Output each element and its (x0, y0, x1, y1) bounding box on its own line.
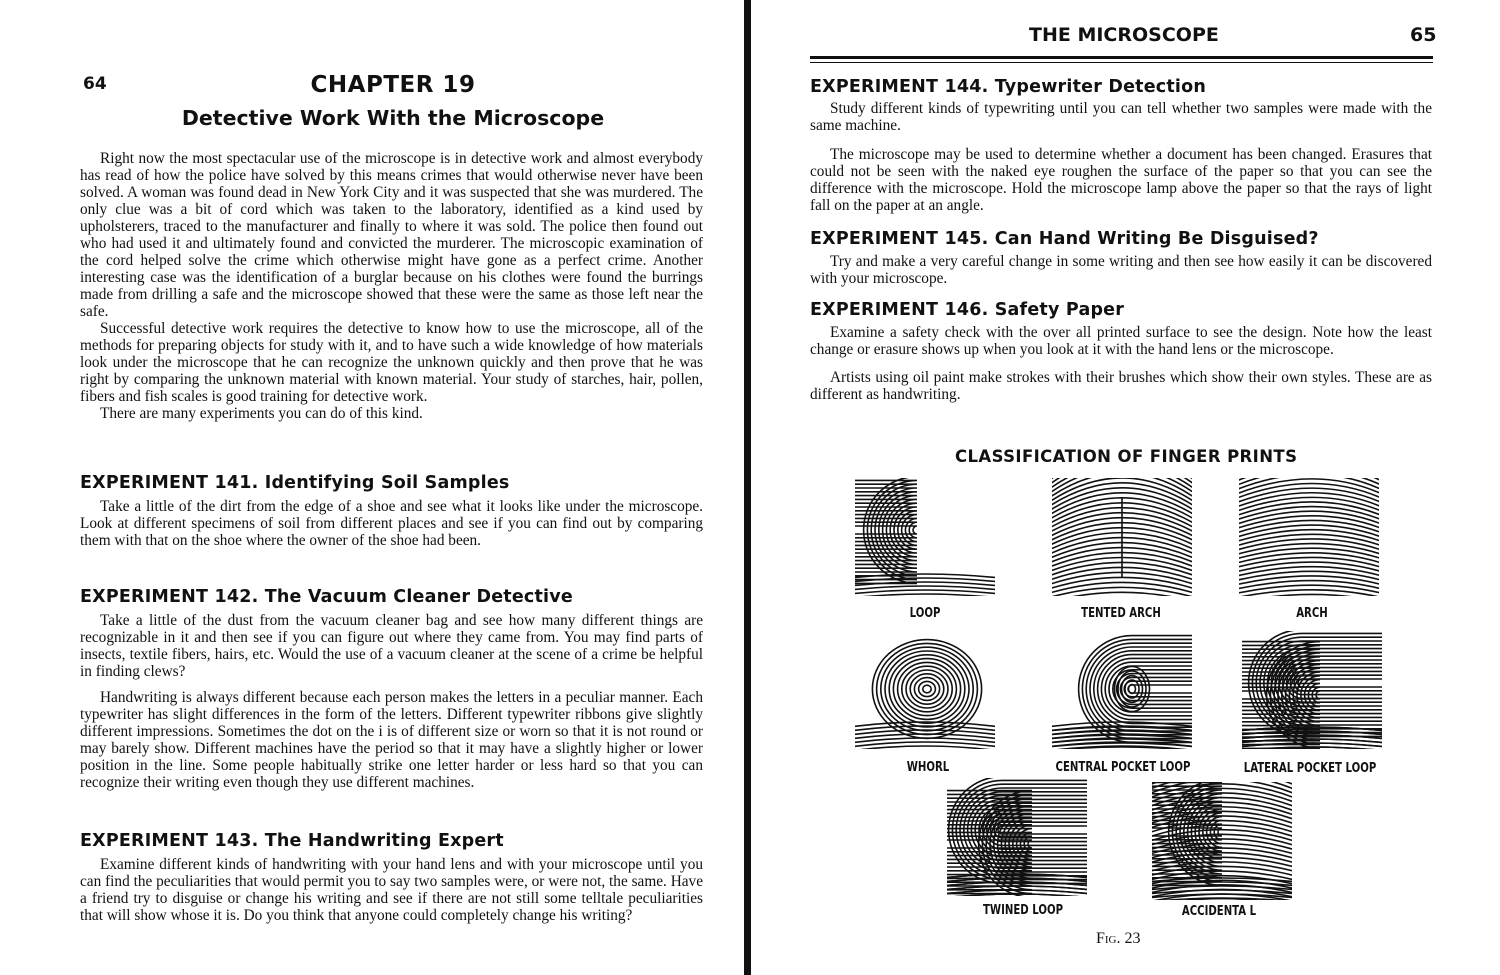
experiment-142 (80, 586, 703, 791)
fingerprint-accidental-image (1152, 782, 1292, 900)
chapter-title: CHAPTER 19 (310, 72, 476, 98)
fingerprint-label: TWINED LOOP (982, 903, 1063, 918)
intro-paragraph: There are many experiments you can do of this kind. (100, 405, 423, 422)
fingerprint-lateral-pocket-loop-image (1242, 631, 1382, 749)
figure-title: CLASSIFICATION OF FINGER PRINTS (955, 447, 1298, 466)
intro-paragraph: Successful detective work requires the detective to know how to use the microscope, all of the methods for preparing objects for study with it, and to have such a wide knowledge of how materials look under the microscope that he can recognize the unknown quickly and then prove that he was right by comparing the unknown material with known material. Your study of starches, hair, pollen, fibers and fish scales is good training for detective work. (80, 320, 703, 405)
running-head: THE MICROSCOPE (1029, 24, 1219, 46)
experiment-143 (80, 830, 703, 924)
fingerprint-arch-image (1239, 478, 1379, 596)
experiment-paragraph: Examine a safety check with the over all printed surface to see the design. Note how the least change or erasure shows up when you look at it with the hand lens or the microscope. (810, 324, 1432, 358)
fingerprint-whorl-image (855, 631, 995, 749)
fingerprint-label: LATERAL POCKET LOOP (1243, 761, 1377, 776)
left-page (0, 0, 745, 975)
experiment-paragraph: Take a little of the dust from the vacuum cleaner bag and see how many different things are recognizable in it and then see if you can figure out where they came from. You may find parts of insects, textile fibers, hairs, etc. Would the use of a vacuum cleaner at the scene of a crime be helpful in finding clews? (80, 612, 703, 680)
experiment-paragraph: Take a little of the dirt from the edge of a shoe and see what it looks like under the microscope. Look at different specimens of soil from different places and see if you can find out by comparing them with that on the shoe where the owner of the shoe had been. (80, 498, 703, 549)
experiment-heading: EXPERIMENT 146. Safety Paper (810, 300, 1125, 320)
figure-caption: Fig. 23 (1096, 930, 1141, 947)
experiment-paragraph: Examine different kinds of handwriting with your hand lens and with your microscope until you can find the peculiarities that would permit you to say two samples were, or were not, the same. Have a friend try to disguise or change his writing and see if there are not still some telltale peculiarities that will show whose it is. Do you think that anyone could completely change his writing? (80, 856, 703, 924)
fingerprint-label: CENTRAL POCKET LOOP (1055, 760, 1191, 775)
fingerprint-twined-loop-image (947, 778, 1087, 896)
header-rule (810, 62, 1433, 63)
fingerprint-tented-arch-image (1052, 478, 1192, 596)
chapter-subtitle: Detective Work With the Microscope (181, 106, 605, 130)
experiment-paragraph: Artists using oil paint make strokes with their brushes which show their own styles. These are as different as handwriting. (810, 369, 1432, 403)
experiment-144 (810, 76, 1432, 214)
intro-paragraph: Right now the most spectacular use of the microscope is in detective work and almost everybody has read of how the police have solved by this means crimes that would otherwise never have been solved. A woman was found dead in New York City and it was suspected that she was murdered. The only clue was a bit of cord which was taken to the laboratory, identified as a kind used by upholsterers, traced to the manufacturer and finally to where it was sold. The police then found out who had used it and ultimately found and convicted the murderer. The microscopic examination of the cord helped solve the crime which otherwise might have gone as a perfect crime. Another interesting case was the identification of a burglar because on his clothes were found the burrings made from drilling a safe and the microscope showed that these were the same as those left near the safe. (80, 150, 703, 320)
experiment-heading: EXPERIMENT 141. Identifying Soil Samples (80, 473, 510, 493)
page-number: 65 (1410, 24, 1437, 46)
fingerprint-label: ARCH (1296, 606, 1328, 621)
fingerprint-label: ACCIDENTA L (1181, 904, 1257, 919)
intro-section (80, 150, 703, 422)
fingerprint-label: TENTED ARCH (1081, 606, 1161, 621)
experiment-paragraph: Study different kinds of typewriting until you can tell whether two samples were made with the same machine. (810, 100, 1432, 134)
right-page (755, 0, 1500, 975)
experiment-paragraph: Handwriting is always different because each person makes the letters in a peculiar manner. Each typewriter has slight differences in the form of the letters. Different typewriter ribbons give slightly different impressions. Sometimes the dot on the i is of different size or worn so that it is not round or may barely show. Different machines have the period so that it may have a slightly higher or lower position in the line. Some people habitually strike one letter harder or less hard so that you can recognize their writing even though they use different machines. (80, 689, 703, 791)
fingerprint-central-pocket-loop-image (1052, 631, 1192, 749)
experiment-heading: EXPERIMENT 142. The Vacuum Cleaner Detective (80, 587, 573, 607)
fingerprint-label: WHORL (906, 760, 950, 775)
page-number: 64 (83, 74, 107, 94)
experiment-141 (80, 472, 703, 549)
book-spine (744, 0, 751, 975)
experiment-paragraph: The microscope may be used to determine whether a document has been changed. Erasures that could not be seen with the naked eye roughen the surface of the paper so that you can see the difference with the microscope. Hold the microscope lamp above the paper so that the rays of light fall on the paper at an angle. (810, 146, 1432, 214)
header-rule (810, 56, 1433, 59)
fingerprint-label: LOOP (909, 606, 941, 621)
experiment-145 (810, 228, 1432, 287)
fingerprint-loop-image (855, 478, 995, 596)
experiment-paragraph: Try and make a very careful change in some writing and then see how easily it can be discovered with your microscope. (810, 253, 1432, 287)
experiment-146 (810, 299, 1432, 403)
experiment-heading: EXPERIMENT 144. Typewriter Detection (810, 77, 1206, 97)
experiment-heading: EXPERIMENT 143. The Handwriting Expert (80, 831, 504, 851)
experiment-heading: EXPERIMENT 145. Can Hand Writing Be Disguised? (810, 229, 1319, 249)
